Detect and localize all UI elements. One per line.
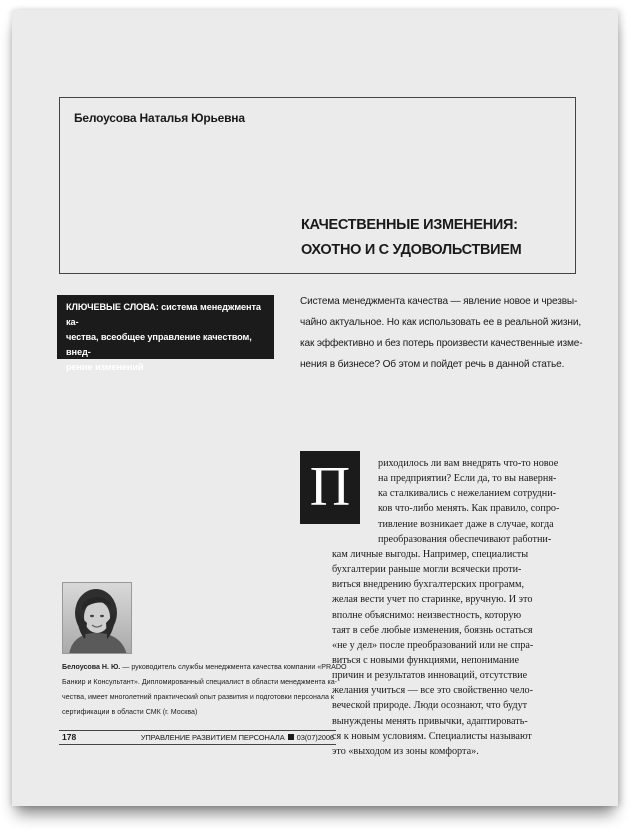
lead-line-4: нения в бизнесе? Об этом и пойдет речь в данной статье. (300, 359, 565, 370)
bio-name: Белоусова Н. Ю. (62, 663, 121, 671)
square-bullet-icon (288, 734, 294, 740)
author-portrait-image (63, 583, 132, 654)
page-footer (59, 730, 336, 745)
body-text-line: кам личные выгоды. Например, специалисты (332, 548, 529, 560)
journal-info (141, 731, 334, 744)
keywords-box (57, 295, 274, 372)
journal-name: УПРАВЛЕНИЕ РАЗВИТИЕМ ПЕРСОНАЛА (140, 733, 285, 742)
article-title (301, 213, 561, 263)
author-bio (62, 660, 347, 720)
body-text-line: ся к новым условиям. Специалисты называют (332, 730, 532, 742)
bio-line-3: чества, имеет многолетний практический опыт развития и подготовки персонала к (62, 693, 335, 701)
bio-line-2: Банкир и Консультант». Дипломированный специалист в области менеджмента ка- (62, 678, 338, 686)
journal-issue: 03(07)2006 (296, 733, 334, 742)
magazine-page (12, 10, 618, 806)
title-line-1: КАЧЕСТВЕННЫЕ ИЗМЕНЕНИЯ: (301, 217, 518, 233)
body-text-line: желая вести учет по старинке, вручную. И это (332, 594, 533, 606)
body-text-line: риходилось ли вам внедрять что-то новое (378, 458, 559, 469)
lead-line-2: чайно актуальное. Но как использовать ее в реальной жизни, (300, 317, 581, 328)
body-text-line: веческой природе. Люди осознают, что будут (332, 700, 528, 712)
body-text-line: причин и результатов инноваций, отсутствие (332, 670, 528, 682)
body-text-line: вполне объяснимо: неизвестность, которую (332, 609, 522, 621)
body-text-line: тивление возникает даже в случае, когда (378, 518, 554, 530)
lead-line-1: Система менеджмента качества — явление новое и чрезвы- (300, 296, 578, 307)
lead-line-3: как эффективно и без потерь произвести качественные изме- (300, 338, 583, 349)
body-text-line: таят в себе любые изменения, боязнь остаться (332, 624, 533, 636)
body-text-line: вынуждены менять привычки, адаптировать- (332, 715, 528, 727)
body-text-line: ка сталкивались с нежеланием сотрудни- (378, 488, 557, 500)
lead-paragraph (300, 291, 586, 375)
page-number: 178 (62, 732, 77, 742)
body-text-line: желания учиться — все это свойственно чело- (332, 685, 534, 697)
keywords-line-1: КЛЮЧЕВЫЕ СЛОВА: система менеджмента ка- (66, 302, 261, 327)
body-text-line: ков что-либо менять. Как правило, сопро- (378, 503, 560, 515)
body-text-line: виться внедрению бухгалтерских программ, (332, 579, 524, 591)
bio-line-1: Белоусова Н. Ю. — руководитель службы менеджмента качества компании «PRADO (62, 663, 347, 671)
keywords-line-2: чества, всеобщее управление качеством, внед- (66, 332, 252, 357)
drop-cap: П (300, 451, 360, 524)
bio-line-4: сертификации в области СМК (г. Москва) (62, 708, 198, 716)
title-frame (59, 97, 576, 274)
author-name: Белоусова Наталья Юрьевна (74, 111, 245, 125)
author-photo (62, 582, 132, 654)
body-text-line: виться с новыми функциями, непонимание (332, 654, 520, 666)
body-text-line: бухгалтерии раньше могли всячески проти- (332, 564, 522, 576)
keywords-line-3: рение изменений (66, 362, 144, 372)
body-text-line: «не у дел» после преобразований или не спра- (332, 639, 534, 651)
body-text-line: это «выходом из зоны комфорта». (332, 745, 479, 757)
title-line-2: ОХОТНО И С УДОВОЛЬСТВИЕМ (301, 242, 522, 258)
body-text-line: на предприятии? Если да, то вы наверня- (378, 473, 557, 485)
body-text-line: преобразования обеспечивают работни- (378, 533, 552, 545)
